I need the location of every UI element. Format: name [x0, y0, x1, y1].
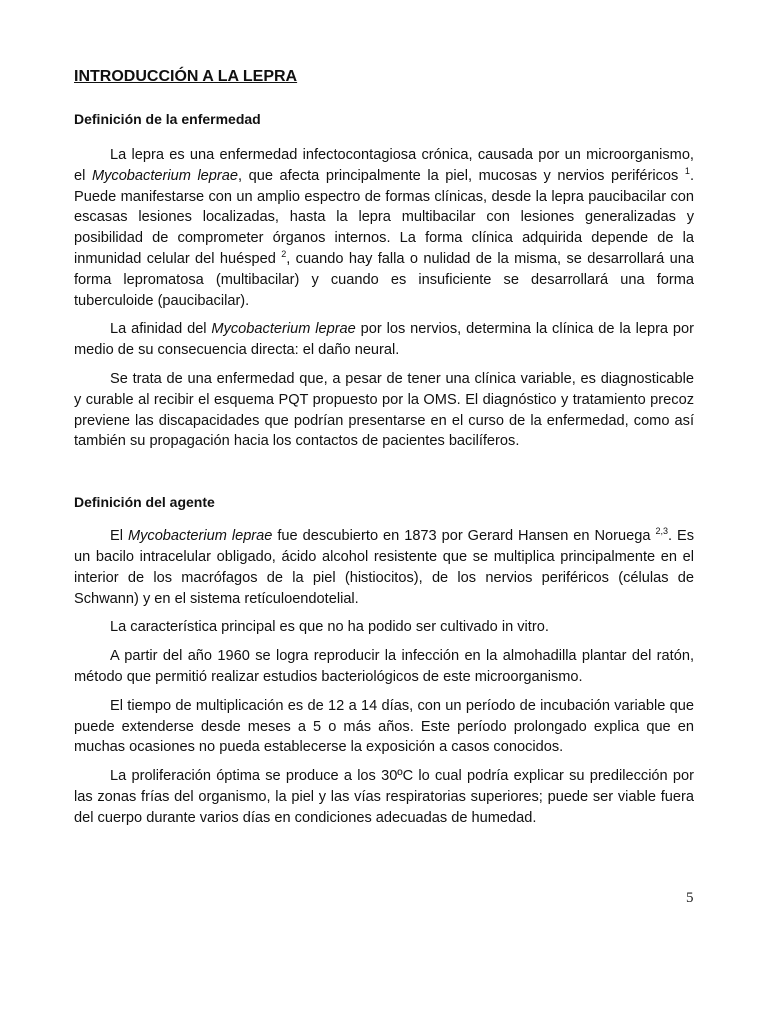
paragraph: [74, 369, 694, 452]
paragraph-text: , cuando hay falla o nulidad de la misma, se desarrollará una forma lepromatosa (multibacilar) y cuando es insuficiente se desarrollará una forma tuberculoide (paucibacilar).: [74, 250, 694, 309]
species-name: Mycobacterium leprae: [127, 528, 273, 545]
paragraph-text: por los nervios, determina la clínica de la lepra por medio de su consecuencia directa: el daño neural.: [74, 321, 694, 359]
paragraph: [74, 145, 694, 311]
document-page: [74, 66, 694, 829]
citation-ref: 2,3: [655, 526, 668, 537]
paragraph: [74, 617, 694, 638]
paragraph-text: La característica principal es que no ha podido ser cultivado in vitro.: [110, 619, 549, 636]
citation-ref: 1: [684, 165, 690, 176]
paragraph: [74, 526, 694, 609]
paragraph-text: . Puede manifestarse con un amplio espectro de formas clínicas, desde la lepra paucibacilar con escasas lesiones localizadas, hasta la lepra multibacilar con lesiones generalizadas y posibilidad de comprometer órganos internos. La forma clínica adquirida depende de la inmunidad celular del huésped: [74, 167, 694, 267]
section-heading-agente: Definición del agente: [74, 494, 215, 511]
paragraph-text: El tiempo de multiplicación es de 12 a 14 días, con un período de incubación variable que puede extenderse desde meses a 5 o más años. Este período prolongado explica que en muchas ocasiones no pueda establecerse la exposición a casos conocidos.: [74, 697, 694, 756]
paragraph: [74, 766, 694, 828]
paragraph-text: fue descubierto en 1873 por Gerard Hansen en Noruega: [272, 528, 656, 545]
page-number: 5: [686, 890, 694, 906]
paragraph-text: La afinidad del: [110, 321, 212, 338]
paragraph-text: La lepra es una enfermedad infectocontagiosa crónica, causada por un microorganismo, el: [74, 147, 694, 184]
paragraph-text: El: [110, 528, 128, 545]
species-name: Mycobacterium leprae: [211, 321, 356, 338]
species-name: Mycobacterium leprae: [91, 167, 239, 184]
paragraph: [74, 696, 694, 758]
page-title: INTRODUCCIÓN A LA LEPRA: [74, 68, 298, 85]
paragraph-text: , que afecta principalmente la piel, mucosas y nervios periféricos: [238, 167, 685, 184]
paragraph-text: A partir del año 1960 se logra reproducir la infección en la almohadilla plantar del ratón, método que permitió realizar estudios bacteriológicos de este microorganismo.: [74, 648, 694, 685]
paragraph: [74, 319, 694, 361]
paragraph: [74, 646, 694, 688]
section-heading-enfermedad: Definición de la enfermedad: [74, 111, 261, 127]
paragraph-text: . Es un bacilo intracelular obligado, ácido alcohol resistente que se multiplica principalmente en el interior de los macrófagos de la piel (histiocitos), de los nervios periféricos (células de Schwann) y en el sistema retículoendotelial.: [74, 528, 694, 607]
paragraph-text: Se trata de una enfermedad que, a pesar de tener una clínica variable, es diagnosticable y curable al recibir el esquema PQT propuesto por la OMS. El diagnóstico y tratamiento precoz previene las discapacidades que podrían presentarse en el curso de la enfermedad, como así también su propagación hacia los contactos de pacientes bacilíferos.: [74, 370, 694, 450]
paragraph-text: La proliferación óptima se produce a los 30ºC lo cual podría explicar su predilección por las zonas frías del organismo, la piel y las vías respiratorias superiores; puede ser viable fuera del cuerpo durante varios días en condiciones adecuadas de humedad.: [74, 768, 694, 826]
citation-ref: 2: [281, 249, 287, 260]
